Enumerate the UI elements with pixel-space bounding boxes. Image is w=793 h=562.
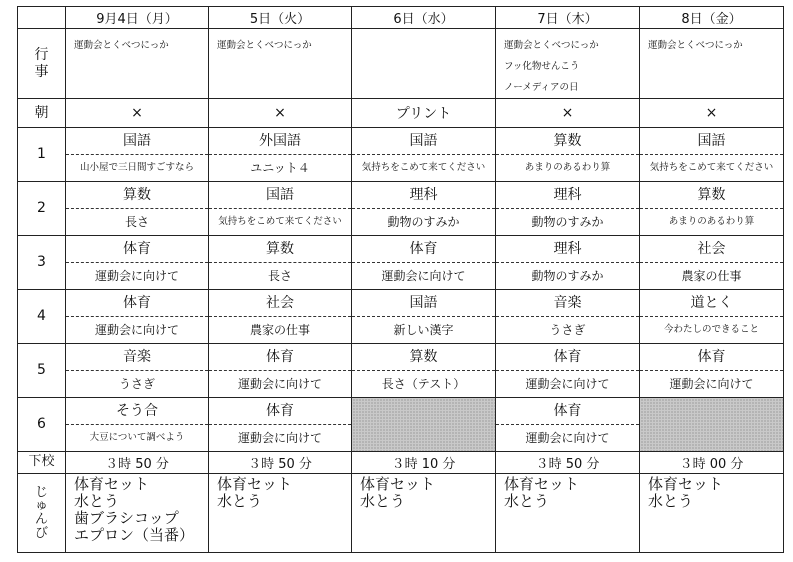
morning-row bbox=[18, 99, 784, 128]
preparation-list bbox=[209, 474, 351, 510]
lesson-topic: 気持ちをこめて来てください bbox=[361, 162, 486, 173]
lesson-cell bbox=[209, 128, 352, 182]
preparation-cell bbox=[352, 474, 496, 553]
lesson-cell bbox=[66, 398, 209, 452]
lesson-subject: そう合 bbox=[66, 398, 208, 425]
period-row bbox=[18, 398, 784, 452]
lesson-cell bbox=[66, 182, 209, 236]
period-number: 2 bbox=[18, 182, 66, 236]
lesson-topic: 運動会に向けて bbox=[525, 431, 610, 445]
lesson-subject: 社会 bbox=[209, 290, 351, 317]
lesson-subject: 体育 bbox=[66, 290, 208, 317]
lesson-cell bbox=[209, 236, 352, 290]
corner-cell bbox=[18, 7, 66, 29]
event-item: 運動会とくべつにっか bbox=[504, 40, 599, 51]
lesson-subject: 国語 bbox=[66, 128, 208, 155]
lesson-topic: 今わたしのできること bbox=[663, 324, 759, 335]
lesson-topic: ユニット４ bbox=[250, 161, 310, 175]
event-item: フッ化物せんこう bbox=[504, 61, 580, 72]
lesson-cell bbox=[66, 344, 209, 398]
lesson-cell bbox=[352, 236, 496, 290]
preparation-cell bbox=[496, 474, 640, 553]
lesson-topic: 長さ bbox=[267, 269, 292, 283]
lesson-topic: 運動会に向けて bbox=[381, 269, 466, 283]
lesson-topic: 運動会に向けて bbox=[94, 323, 179, 337]
lesson-cell bbox=[66, 236, 209, 290]
period-row bbox=[18, 236, 784, 290]
lesson-subject: 体育 bbox=[496, 344, 639, 371]
period-row bbox=[18, 128, 784, 182]
lesson-cell bbox=[352, 290, 496, 344]
weekly-schedule-table bbox=[17, 6, 784, 553]
lesson-subject: 体育 bbox=[209, 398, 351, 425]
preparation-item: 体育セット bbox=[648, 475, 724, 493]
lesson-subject: 理科 bbox=[496, 236, 639, 263]
events-cell bbox=[640, 29, 784, 99]
lesson-subject: 国語 bbox=[209, 182, 351, 209]
lesson-topic: 農家の仕事 bbox=[249, 323, 310, 337]
period-row bbox=[18, 182, 784, 236]
lesson-subject: 道とく bbox=[640, 290, 783, 317]
period-number: 3 bbox=[18, 236, 66, 290]
day-header: 5日（火） bbox=[209, 7, 352, 29]
day-header: 6日（水） bbox=[352, 7, 496, 29]
lesson-topic: 新しい漢字 bbox=[393, 323, 454, 337]
preparation-item: 体育セット bbox=[504, 475, 580, 493]
lesson-topic: 農家の仕事 bbox=[681, 269, 742, 283]
lesson-topic: 運動会に向けて bbox=[94, 269, 179, 283]
event-item: 運動会とくべつにっか bbox=[217, 40, 312, 51]
preparation-item: 体育セット bbox=[74, 475, 150, 493]
empty-slot bbox=[352, 398, 496, 452]
lesson-cell bbox=[66, 128, 209, 182]
lesson-topic: 動物のすみか bbox=[531, 269, 604, 283]
morning-cell: × bbox=[496, 99, 640, 128]
lesson-subject: 体育 bbox=[496, 398, 639, 425]
period-number: 4 bbox=[18, 290, 66, 344]
lesson-subject: 音楽 bbox=[496, 290, 639, 317]
preparation-item: 水とう bbox=[504, 492, 550, 510]
empty-slot bbox=[640, 398, 784, 452]
day-header: 8日（金） bbox=[640, 7, 784, 29]
lesson-subject: 体育 bbox=[640, 344, 783, 371]
lesson-cell bbox=[496, 344, 640, 398]
lesson-topic: 運動会に向けて bbox=[669, 377, 754, 391]
period-row bbox=[18, 344, 784, 398]
lesson-cell bbox=[352, 344, 496, 398]
lesson-subject: 外国語 bbox=[209, 128, 351, 155]
lesson-topic: 気持ちをこめて来てください bbox=[218, 216, 342, 227]
preparation-row-label: じ ゅ ん び bbox=[18, 474, 66, 553]
lesson-topic: うさぎ bbox=[549, 323, 586, 337]
lesson-cell bbox=[496, 182, 640, 236]
morning-cell: × bbox=[66, 99, 209, 128]
lesson-cell bbox=[209, 344, 352, 398]
lesson-cell bbox=[496, 398, 640, 452]
lesson-topic: 運動会に向けて bbox=[237, 431, 322, 445]
preparation-item: 体育セット bbox=[360, 475, 436, 493]
events-row bbox=[18, 29, 784, 99]
day-header: 7日（木） bbox=[496, 7, 640, 29]
lesson-cell bbox=[640, 128, 784, 182]
lesson-subject: 社会 bbox=[640, 236, 783, 263]
lesson-subject: 体育 bbox=[66, 236, 208, 263]
events-list bbox=[66, 29, 208, 56]
period-number: 5 bbox=[18, 344, 66, 398]
lesson-cell bbox=[352, 128, 496, 182]
lesson-cell bbox=[640, 344, 784, 398]
lesson-subject: 理科 bbox=[496, 182, 639, 209]
lesson-topic: 山小屋で三日間すごすなら bbox=[79, 162, 194, 173]
event-item: 運動会とくべつにっか bbox=[648, 40, 743, 51]
preparation-cell bbox=[209, 474, 352, 553]
lesson-topic: 大豆について調べよう bbox=[89, 432, 185, 443]
morning-cell: プリント bbox=[352, 99, 496, 128]
lesson-cell bbox=[66, 290, 209, 344]
morning-cell: × bbox=[640, 99, 784, 128]
lesson-topic: 気持ちをこめて来てください bbox=[649, 162, 774, 173]
preparation-item: 水とう bbox=[74, 492, 120, 510]
lesson-subject: 算数 bbox=[352, 344, 495, 371]
preparation-list bbox=[352, 474, 495, 510]
lesson-cell bbox=[496, 236, 640, 290]
preparation-item: 水とう bbox=[217, 492, 263, 510]
lesson-subject: 国語 bbox=[640, 128, 783, 155]
lesson-subject: 算数 bbox=[209, 236, 351, 263]
events-list bbox=[209, 29, 351, 56]
lesson-cell bbox=[496, 290, 640, 344]
lesson-cell bbox=[496, 128, 640, 182]
lesson-cell bbox=[640, 290, 784, 344]
morning-row-label: 朝 bbox=[18, 99, 66, 128]
dismissal-time: ３時 50 分 bbox=[209, 452, 352, 474]
preparation-item: 水とう bbox=[360, 492, 406, 510]
dismissal-time: ３時 50 分 bbox=[496, 452, 640, 474]
lesson-topic: あまりのあるわり算 bbox=[668, 216, 755, 227]
events-list bbox=[640, 29, 783, 56]
events-list bbox=[496, 29, 639, 98]
lesson-topic: うさぎ bbox=[118, 377, 155, 391]
preparation-list bbox=[640, 474, 783, 510]
events-row-label: 行 事 bbox=[18, 29, 66, 99]
lesson-subject: 音楽 bbox=[66, 344, 208, 371]
period-row bbox=[18, 290, 784, 344]
events-cell bbox=[496, 29, 640, 99]
lesson-cell bbox=[209, 398, 352, 452]
event-item: 運動会とくべつにっか bbox=[74, 40, 169, 51]
preparation-item: 体育セット bbox=[217, 475, 293, 493]
lesson-topic: 長さ bbox=[124, 215, 149, 229]
morning-cell: × bbox=[209, 99, 352, 128]
period-number: 1 bbox=[18, 128, 66, 182]
lesson-cell bbox=[352, 182, 496, 236]
lesson-subject: 算数 bbox=[66, 182, 208, 209]
lesson-cell bbox=[209, 290, 352, 344]
lesson-subject: 算数 bbox=[640, 182, 783, 209]
preparation-item: 歯ブラシコップ bbox=[74, 509, 179, 527]
dismissal-time: ３時 50 分 bbox=[66, 452, 209, 474]
lesson-subject: 理科 bbox=[352, 182, 495, 209]
preparation-item: 水とう bbox=[648, 492, 694, 510]
dismissal-row-label: 下校 bbox=[18, 452, 66, 474]
lesson-cell bbox=[640, 182, 784, 236]
preparation-cell bbox=[640, 474, 784, 553]
day-header: 9月4日（月） bbox=[66, 7, 209, 29]
lesson-subject: 国語 bbox=[352, 128, 495, 155]
lesson-topic: 運動会に向けて bbox=[525, 377, 610, 391]
events-cell bbox=[66, 29, 209, 99]
lesson-topic: 動物のすみか bbox=[531, 215, 604, 229]
lesson-topic: 動物のすみか bbox=[387, 215, 460, 229]
header-row bbox=[18, 7, 784, 29]
period-number: 6 bbox=[18, 398, 66, 452]
event-item: ノーメディアの日 bbox=[504, 82, 579, 93]
lesson-subject: 算数 bbox=[496, 128, 639, 155]
events-cell bbox=[209, 29, 352, 99]
events-list bbox=[352, 29, 495, 35]
preparation-cell bbox=[66, 474, 209, 553]
lesson-topic: 運動会に向けて bbox=[237, 377, 322, 391]
preparation-row bbox=[18, 474, 784, 553]
events-cell bbox=[352, 29, 496, 99]
dismissal-time: ３時 10 分 bbox=[352, 452, 496, 474]
lesson-cell bbox=[640, 236, 784, 290]
preparation-list bbox=[66, 474, 208, 544]
lesson-topic: あまりのあるわり算 bbox=[524, 162, 611, 173]
dismissal-row bbox=[18, 452, 784, 474]
lesson-topic: 長さ（テスト） bbox=[381, 377, 466, 391]
lesson-subject: 体育 bbox=[352, 236, 495, 263]
preparation-list bbox=[496, 474, 639, 510]
lesson-cell bbox=[209, 182, 352, 236]
dismissal-time: ３時 00 分 bbox=[640, 452, 784, 474]
preparation-item: エプロン（当番） bbox=[74, 526, 195, 544]
lesson-subject: 体育 bbox=[209, 344, 351, 371]
lesson-subject: 国語 bbox=[352, 290, 495, 317]
